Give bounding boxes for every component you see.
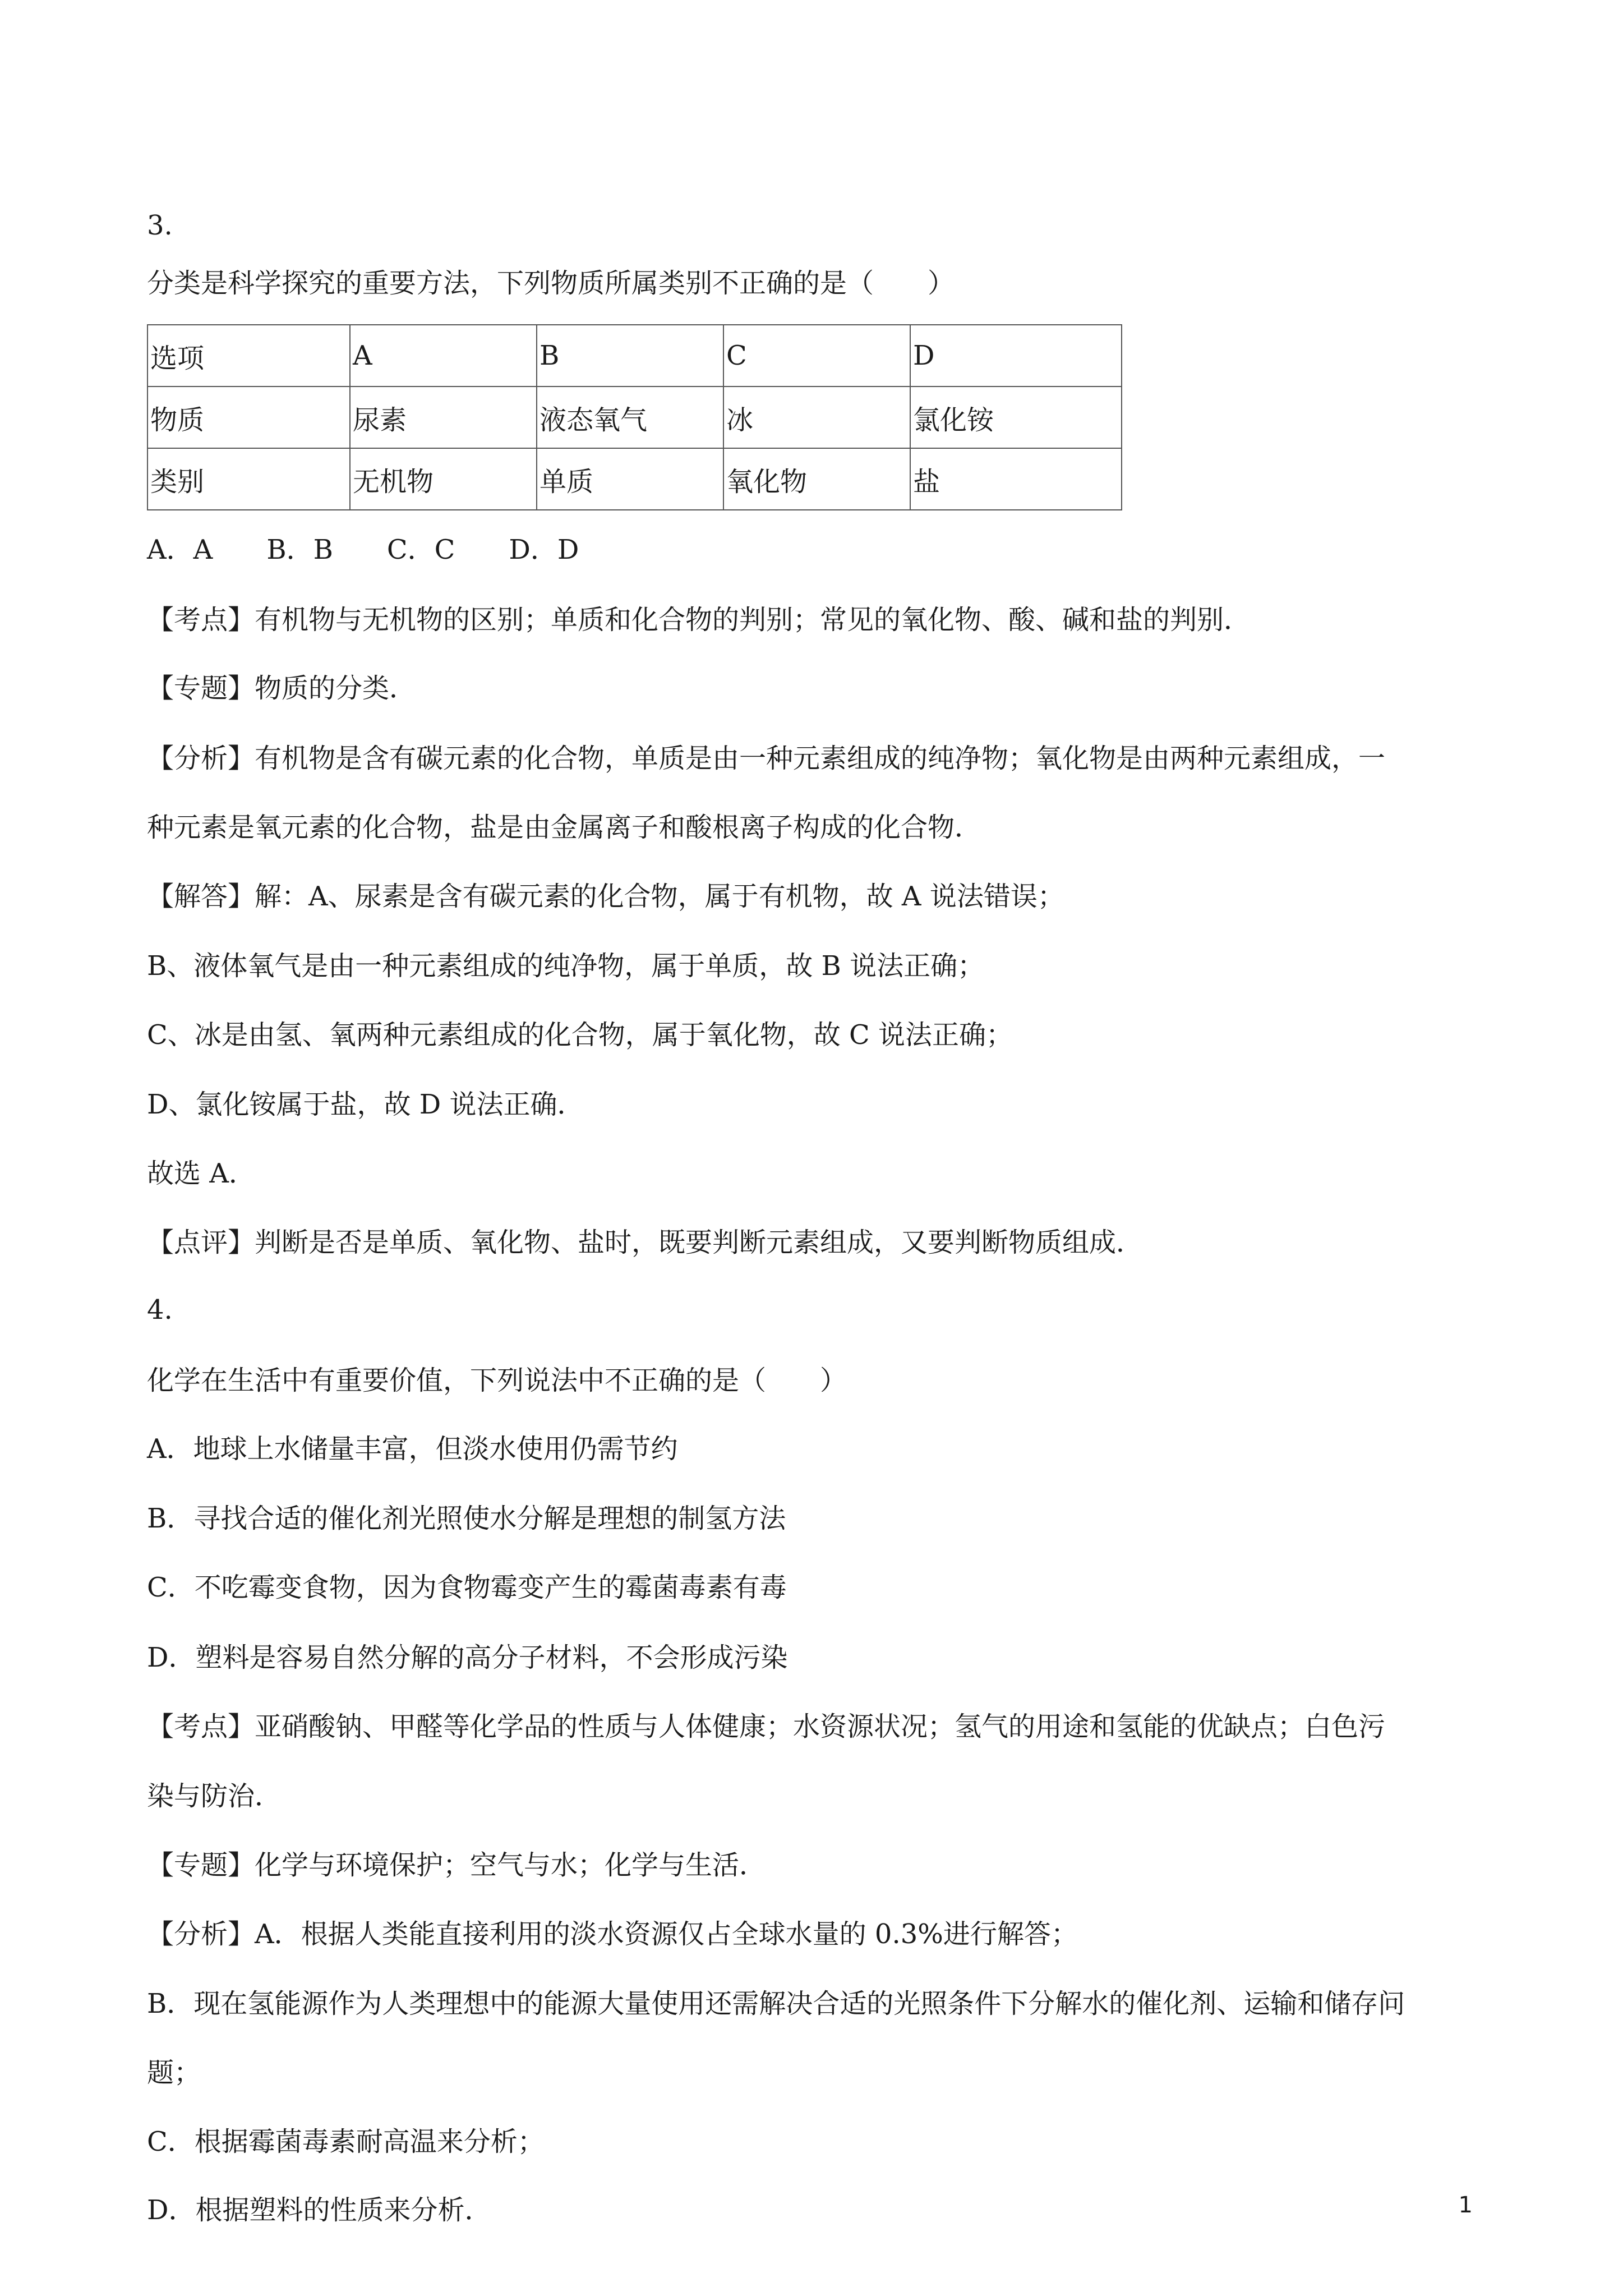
q4-zhuanti: 【专题】化学与环境保护；空气与水；化学与生活． xyxy=(147,1849,767,1881)
q3-jieda-line-1: 【解答】解：A、尿素是含有碳元素的化合物，属于有机物，故 A 说法错误； xyxy=(147,881,1064,912)
table-cell: B xyxy=(537,325,723,386)
table-cell: 氯化铵 xyxy=(910,386,1122,448)
q3-stem: 分类是科学探究的重要方法，下列物质所属类别不正确的是（ ） xyxy=(147,268,955,299)
q4-option-a: A．地球上水储量丰富，但淡水使用仍需节约 xyxy=(147,1433,678,1465)
table-cell: 盐 xyxy=(910,448,1122,510)
page-number: 1 xyxy=(1458,2192,1473,2218)
table-cell: 物质 xyxy=(147,386,350,448)
q3-dianping: 【点评】判断是否是单质、氧化物、盐时，既要判断元素组成，又要判断物质组成． xyxy=(147,1227,1144,1258)
q3-answer: 故选 A． xyxy=(147,1158,256,1189)
q3-jieda-line-3: C、冰是由氢、氧两种元素组成的化合物，属于氧化物，故 C 说法正确； xyxy=(147,1019,1013,1051)
q4-option-b: B．寻找合适的催化剂光照使水分解是理想的制氢方法 xyxy=(147,1503,786,1534)
table-cell: D xyxy=(910,325,1122,386)
q3-options-table xyxy=(147,324,1122,510)
table-cell: 类别 xyxy=(147,448,350,510)
q4-fenxi-b-line-1: B．现在氢能源作为人类理想中的能源大量使用还需解决合适的光照条件下分解水的催化剂、运输和储存问 xyxy=(147,1988,1405,2019)
q3-number: 3. xyxy=(147,210,173,241)
table-cell: 氧化物 xyxy=(723,448,910,510)
q3-answer-options: A．A B．B C．C D．D xyxy=(147,534,579,565)
table-cell: 单质 xyxy=(537,448,723,510)
table-cell: 选项 xyxy=(147,325,350,386)
q4-kaodian-line-2: 染与防治． xyxy=(147,1780,282,1812)
q3-fenxi-line-1: 【分析】有机物是含有碳元素的化合物，单质是由一种元素组成的纯净物；氧化物是由两种元素组成，一 xyxy=(147,743,1386,774)
q3-zhuanti: 【专题】物质的分类． xyxy=(147,673,417,704)
q4-option-c: C．不吃霉变食物，因为食物霉变产生的霉菌毒素有毒 xyxy=(147,1572,787,1603)
table-row xyxy=(147,325,1122,386)
table-cell: 液态氧气 xyxy=(537,386,723,448)
table-row xyxy=(147,448,1122,510)
q4-fenxi-b-line-2: 题； xyxy=(147,2057,201,2088)
table-cell: A xyxy=(350,325,537,386)
q4-kaodian-line-1: 【考点】亚硝酸钠、甲醛等化学品的性质与人体健康；水资源状况；氢气的用途和氢能的优缺点；白色污 xyxy=(147,1711,1386,1742)
table-cell: 无机物 xyxy=(350,448,537,510)
q3-jieda-line-4: D、氯化铵属于盐，故 D 说法正确． xyxy=(147,1089,584,1120)
q4-fenxi-d: D．根据塑料的性质来分析． xyxy=(147,2194,492,2226)
q4-fenxi-c: C．根据霉菌毒素耐高温来分析； xyxy=(147,2126,545,2157)
table-cell: 尿素 xyxy=(350,386,537,448)
q4-number: 4. xyxy=(147,1294,173,1326)
q3-fenxi-line-2: 种元素是氧元素的化合物，盐是由金属离子和酸根离子构成的化合物． xyxy=(147,812,982,843)
table-cell: C xyxy=(723,325,910,386)
q4-option-d: D．塑料是容易自然分解的高分子材料，不会形成污染 xyxy=(147,1642,788,1673)
q4-stem: 化学在生活中有重要价值，下列说法中不正确的是（ ） xyxy=(147,1365,847,1396)
q3-kaodian: 【考点】有机物与无机物的区别；单质和化合物的判别；常见的氧化物、酸、碱和盐的判别． xyxy=(147,604,1251,636)
table-row xyxy=(147,386,1122,448)
q4-fenxi-a: 【分析】A．根据人类能直接利用的淡水资源仅占全球水量的 0.3%进行解答； xyxy=(147,1918,1078,1950)
q3-jieda-line-2: B、液体氧气是由一种元素组成的纯净物，属于单质，故 B 说法正确； xyxy=(147,950,985,982)
table-cell: 冰 xyxy=(723,386,910,448)
